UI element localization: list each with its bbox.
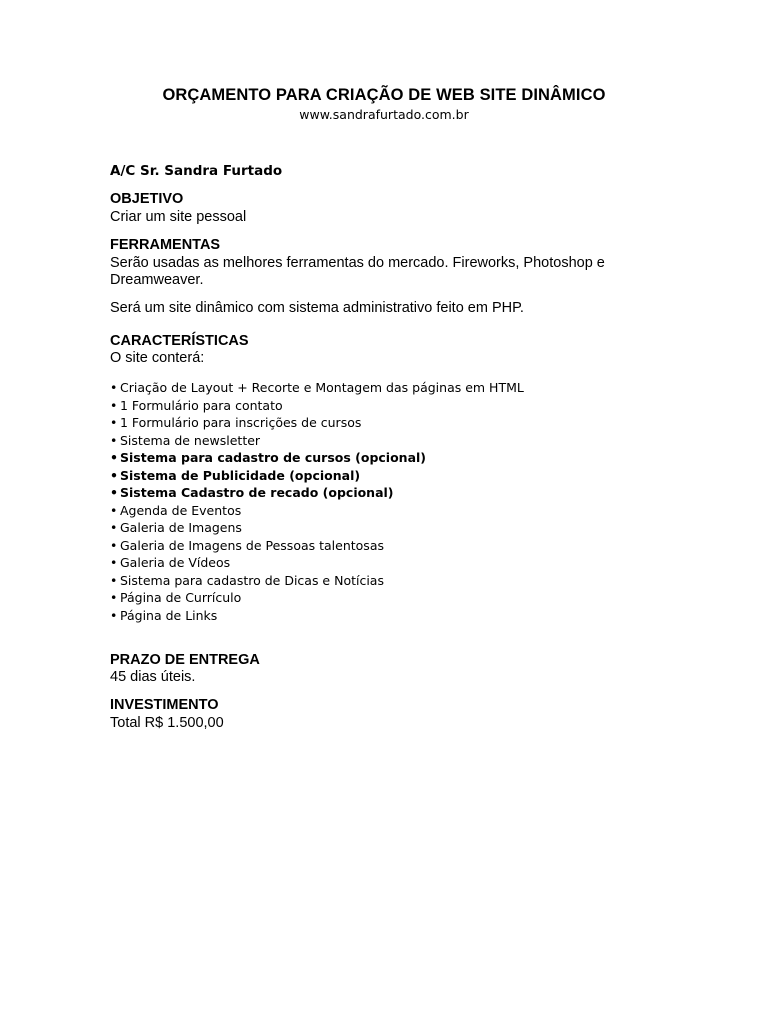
feature-list-item bbox=[110, 519, 524, 537]
feature-text: Página de Links bbox=[120, 607, 218, 623]
feature-text: Sistema Cadastro de recado (opcional) bbox=[120, 485, 394, 500]
feature-text: Galeria de Vídeos bbox=[120, 555, 231, 570]
bullet-icon: • bbox=[110, 502, 118, 518]
objective-heading: OBJETIVO bbox=[110, 191, 184, 207]
bullet-icon: • bbox=[110, 380, 118, 395]
feature-text: Página de Currículo bbox=[120, 590, 242, 605]
bullet-icon: • bbox=[110, 432, 118, 448]
bullet-icon: • bbox=[110, 520, 118, 535]
bullet-icon: • bbox=[110, 415, 118, 430]
feature-text: Criação de Layout + Recorte e Montagem das páginas em HTML bbox=[120, 380, 524, 395]
feature-list-item bbox=[110, 554, 524, 572]
feature-list-item bbox=[110, 397, 524, 415]
feature-text: Galeria de Imagens de Pessoas talentosas bbox=[120, 537, 384, 553]
feature-text: Galeria de Imagens bbox=[120, 520, 242, 535]
deadline-text: 45 dias úteis. bbox=[110, 669, 196, 685]
feature-list-item bbox=[110, 607, 524, 625]
feature-text: 1 Formulário para contato bbox=[120, 397, 283, 413]
feature-text: 1 Formulário para inscrições de cursos bbox=[120, 415, 362, 430]
feature-list-item bbox=[110, 484, 524, 502]
bullet-icon: • bbox=[110, 607, 118, 623]
document-title: ORÇAMENTO PARA CRIAÇÃO DE WEB SITE DINÂMICO bbox=[162, 86, 606, 104]
bullet-icon: • bbox=[110, 485, 118, 500]
features-list bbox=[110, 379, 524, 624]
feature-list-item bbox=[110, 502, 524, 520]
website-url: www.sandrafurtado.com.br bbox=[299, 107, 469, 122]
feature-text: Sistema para cadastro de cursos (opcional) bbox=[120, 450, 427, 465]
feature-list-item bbox=[110, 414, 524, 432]
bullet-icon: • bbox=[110, 555, 118, 570]
investment-text: Total R$ 1.500,00 bbox=[110, 715, 224, 731]
tools-text-php: Será um site dinâmico com sistema administrativo feito em PHP. bbox=[110, 300, 524, 316]
feature-list-item bbox=[110, 572, 524, 590]
feature-list-item bbox=[110, 467, 524, 485]
feature-text: Sistema de newsletter bbox=[120, 432, 261, 448]
feature-list-item bbox=[110, 537, 524, 555]
feature-list-item bbox=[110, 449, 524, 467]
tools-heading: FERRAMENTAS bbox=[110, 237, 221, 253]
bullet-icon: • bbox=[110, 590, 118, 605]
bullet-icon: • bbox=[110, 450, 118, 465]
feature-list-item bbox=[110, 432, 524, 450]
bullet-icon: • bbox=[110, 537, 118, 553]
tools-text: Serão usadas as melhores ferramentas do mercado. Fireworks, Photoshop e Dreamweaver. bbox=[110, 255, 605, 288]
feature-text: Agenda de Eventos bbox=[120, 502, 242, 518]
features-intro: O site conterá: bbox=[110, 350, 205, 366]
features-heading: CARACTERÍSTICAS bbox=[110, 333, 249, 349]
feature-text: Sistema para cadastro de Dicas e Notícias bbox=[120, 572, 384, 588]
attention-line: A/C Sr. Sandra Furtado bbox=[110, 163, 283, 179]
feature-list-item bbox=[110, 379, 524, 397]
objective-text: Criar um site pessoal bbox=[110, 209, 247, 225]
bullet-icon: • bbox=[110, 467, 118, 483]
bullet-icon: • bbox=[110, 572, 118, 588]
investment-heading: INVESTIMENTO bbox=[110, 697, 219, 713]
feature-list-item bbox=[110, 589, 524, 607]
feature-text: Sistema de Publicidade (opcional) bbox=[120, 467, 361, 483]
deadline-heading: PRAZO DE ENTREGA bbox=[110, 652, 260, 668]
bullet-icon: • bbox=[110, 397, 118, 413]
